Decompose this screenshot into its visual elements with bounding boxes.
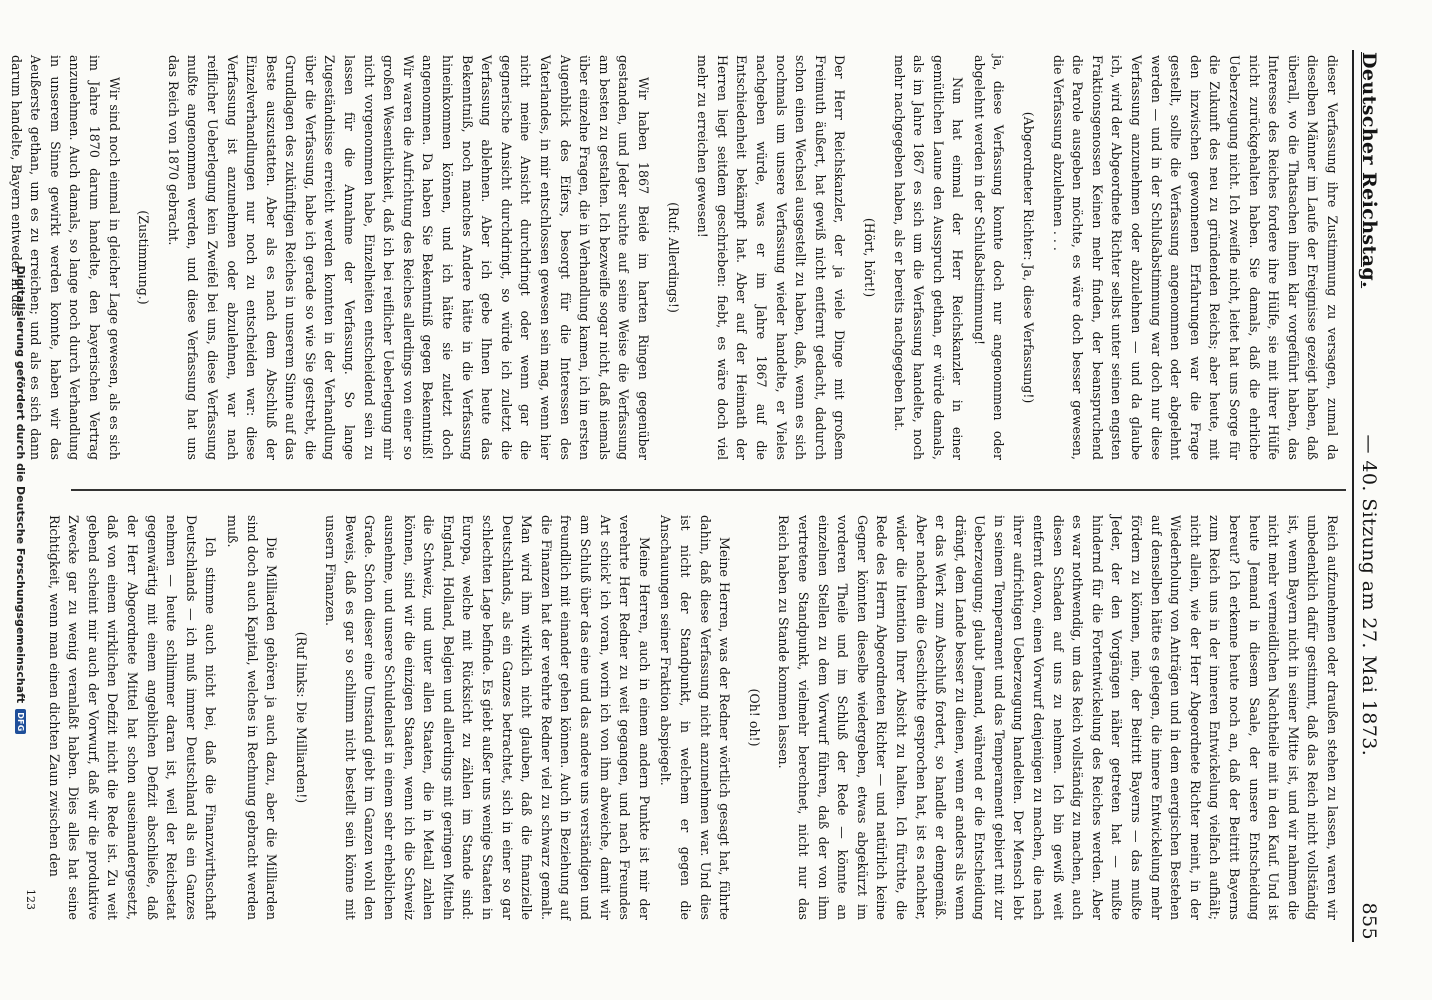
right-text-column [20, 515, 1342, 920]
interjection: (Ruf links: Die Milliarden!) [293, 631, 309, 804]
paragraph: Meine Herren, was der Redner wörtlich gesagt hat, führte dahin, daß diese Verfassung nicht anzunehmen war. Und dies ist nicht der Standpunkt, in welchem er gegen die Anschauungen seiner Fraktion abspiegelt. [658, 515, 733, 920]
paragraph: Nun hat einmal der Herr Reichskanzler in einer gemütlichen Laune den Ausspruch gethan, er würde damals, als im Jahre 1867 es sich um die Verfassung handelte, noch mehr nachgegeben haben, als er bereits nachgegeben hat. [891, 55, 966, 460]
running-head-session: — 40. Sitzung am 27. Mai 1873. [1358, 434, 1380, 757]
paragraph: Der Herr Reichskanzler, der ja viele Dinge mit großem Freimuth äußert, hat gewiß nicht entfernt gedacht, dadurch schon einen Wechsel ausgestellt zu haben, daß, wenn es sich nochmals um unsere Verfassung wieder handelte, er Vieles nachgeben würde, was er im Jahre 1867 auf die Entschiedenheit bekämpft hat. Aber auf der Heimath der Herren liegt seitdem geschrieben: fiebt, es wäre doch viel mehr zu erreichen gewesen! [695, 55, 848, 460]
running-head [1358, 52, 1388, 940]
paragraph: Meine Herren, auch in einem andern Punkte ist mir der verehrte Herr Redner zu weit gegangen, und nach Freundes Art schick' ich voran, worin ich von ihm abweiche, damit wir am Schluß über das eine und das andere uns verständigen und freundlich mit einander gehen können. Auch in Beziehung auf die Finanzen hat der verehrte Redner viel zu schwarz gemalt. Man wird ihm wirklich nicht glauben, daß die finanzielle Deutschlands, als ein Ganzes betrachtet, sich in einer so gar schlechten Lage befinde. Es giebt außer uns wenige Staaten in Europa, welche mit Rücksicht zu zählen im Stande sind: England, Holland, Belgien und allerdings mit geringen Mitteln die Schweiz, und unter allen Staaten, die in Metall zahlen können, sind wir die einzigen Staaten, wenn ich die Schweiz ausnehme, und unsere Schuldenlast in einem sehr erheblichen Grade. Schon dieser eine Umstand giebt im Ganzen wohl den Beweis, daß es gar so schlimm nicht bestellt sein könne mit unsern Finanzen. [323, 515, 652, 920]
left-text-column [0, 55, 1342, 460]
page-signature: 123 [24, 889, 37, 910]
page-signature [0, 55, 2, 460]
paragraph: Wir sind noch einmal in gleicher Lage gewesen, als es sich im Jahre 1870 darum handelte, den bayerischen Vertrag anzunehmen. Auch damals, so lange noch durch Verhandlung in unserem Sinne gewirkt werden konnte, haben wir das Aeußerste gethan, um es zu erreichen; und als es sich dann darum handelte, Bayern entweder in das [8, 55, 122, 460]
digitization-footer [10, 0, 32, 1000]
paragraph: Wir haben 1867 Beide im harten Ringen gegenüber gestanden, und Jeder suchte auf seine Weise die Verfassung am besten zu gestalten. Ich bezweifle sogar nicht, daß niemals über einzelne Fragen, die in Verhandlung kamen, ich im ersten Augenblick des Eifers, besorgt für die Interessen des Vaterlandes, in mir entschlossen gewesen sein mag, wenn hier nicht meine Ansicht durchdringt oder wenn gar die gegnerische Ansicht durchdringt, so würde ich zuletzt die Verfassung ablehnen. Aber ich gebe Ihnen heute das Bekenntniß, noch manches Andere hätte in die Verfassung hineinkommen können, und ich hätte sie zuletzt doch angenommen. Da haben Sie Bekenntniß gegen Bekenntniß! Wir waren die Aufrichtung des Reiches allerdings von einer so großen Wesentlichkeit, daß ich bei reiflicher Ueberlegung mir nicht vorgenommen habe, Einzelheiten entscheidend sein zu lassen für die Annahme der Verfassung. So lange Zugeständnisse erreicht werden konnten in der Verhandlung über die Verfassung, habe ich gerade so wie Sie gestrebt, die Grundlagen des zukünftigen Reiches in unserem Sinne auf das Beste auszustatten. Aber als es nach dem Abschluß der Einzelverhandlungen nur noch zu entscheiden war: diese Verfassung ist anzunehmen oder abzulehnen, war nach reiflicher Ueberlegung kein Zweifel bei uns, diese Verfassung mußte angenommen werden, und diese Verfassung hat uns das Reich von 1870 gebracht. [165, 55, 651, 460]
interjection: (Abgeordneter Richter: Ja, diese Verfassung!) [1021, 111, 1037, 404]
header-rule [1352, 50, 1354, 942]
running-head-title: Deutscher Reichstag. [1358, 52, 1380, 289]
paragraph: Die Milliarden gehören ja auch dazu, aber die Milliarden sind doch auch Kapital, welches in Rechnung gebracht werden muß. [224, 515, 280, 920]
page-number: 855 [1358, 902, 1380, 940]
paragraph: Reich aufzunehmen oder draußen stehen zu lassen, waren wir unbedenklich dafür gestimmt, daß das Reich nicht vollständig ist, wenn Bayern nicht in seiner Mitte ist, und wir nahmen die nicht mehr vermeidlichen Nachtheile mit in den Kauf. Und ist heute Jemand in diesem Saale, der unsere Entscheidung bereut? Ich erkenne heute noch an, daß der Beitritt Bayerns zum Reich uns in der inneren Entwickelung vielfach aufhält; nicht allein, wie der Herr Abgeordnete Richter meint, in der Wiederholung von Anträgen und in dem energischen Bestehen auf denselben hätte es gelegen, die innere Entwickelung mehr fördern zu können, nein, der Beitritt Bayerns — das mußte Jeder, der den Vorgängen näher getreten hat — mußte hindernd für die Fortentwickelung des Reiches werden. Aber es war nothwendig, um das Reich vollständig zu machen, auch diesen Schaden auf uns zu nehmen. Ich bin gewiß weit entfernt davon, einen Vorwurf denjenigen zu machen, die nach ihrer aufrichtigen Ueberzeugung handelten. Der Mensch lebt in seinem Temperament und das Temperament gebiert mit zur Ueberzeugung; glaubt Jemand, während er die Entscheidung drängt, dem Lande besser zu dienen, wenn er anders als wenn er das Werk zum Abschluß fordert, so handle er demgemäß. Aber nachdem die Geschichte gesprochen hat, ist es nachher, wider die Intention Ihrer Absicht zu halten. Ich fürchte, die Rede des Herrn Abgeordneten Richter — und natürlich keine Gegner könnten dieselbe wiedergeben, etwas abgekürzt im vorderen Theile und im Schluß der Rede — könnte an einzelnen Stellen zu dem Vorwurf führen, daß der von ihm vertretene Standpunkt, vielmehr berechnet, nicht nur das Reich haben zu Stande kommen lassen. [776, 515, 1340, 920]
paragraph: dieser Verfassung ihre Zustimmung zu versagen, zumal da dieselben Männer im Laufe der Ereignisse gezeigt haben, daß überall, wo die Thatsachen ihnen klar vorgeführt haben, das Interesse des Reiches fordere ihre Hülfe, sie mit ihrer Hülfe nicht zurückgehalten haben. Sie damals, daß die ehrliche Ueberzeugung nicht. Ich zweifle nicht, leitet hat uns Sorge für die Zukunft des neu zu gründenden Reichs; aber heute, mit den inzwischen gewonnenen Erfahrungen war die Frage gestellt, sollte die Verfassung angenommen oder abgelehnt werden — und in der Schlußabstimmung war doch nur diese Verfassung anzunehmen oder abzulehnen — und da glaube ich, wird der Abgeordnete Richter selbst unter seinen engsten Fraktionsgenossen Keinen mehr finden, der beanspruchend die Parole ausgeben möchte, es wäre doch besser gewesen, die Verfassung abzulehnen . . . [1050, 55, 1340, 460]
interjection: (Zustimmung.) [136, 210, 152, 305]
interjection: (Oh! oh!) [746, 688, 762, 747]
interjection: (Hört, hört!) [861, 217, 877, 298]
footer-credit: Digitalisierung gefördert durch die Deutsche Forschungsgemeinschaft [14, 265, 28, 704]
interjection: (Ruf: Allerdings!) [665, 202, 681, 313]
dfg-badge: DFG [16, 709, 27, 734]
column-divider [71, 489, 1346, 491]
paragraph: ja, diese Verfassung konnte doch nur angenommen oder abgelehnt werden in der Schlußabstimmung! [971, 55, 1007, 460]
paragraph: Ich stimme auch nicht bei, daß die Finanzwirthschaft Deutschlands — ich muß immer Deutschland als ein Ganzes nehmen — heute schlimmer daran ist, weil der Reichsetat gegenwärtig mit einem angeblichen Defizit abschließe, daß der Herr Abgeordnete Mittel hat schon auseinandergesetzt, daß von einem wirklichen Defizit nicht die Rede ist. Zu weit gebend scheint mir auch der Vorwurf, daß wir die produktive Zwecke gar zu wenig veranlaßt haben. Dies alles hat seine Richtigkeit, wenn man einen dichten Zaun zwischen den [46, 515, 219, 920]
